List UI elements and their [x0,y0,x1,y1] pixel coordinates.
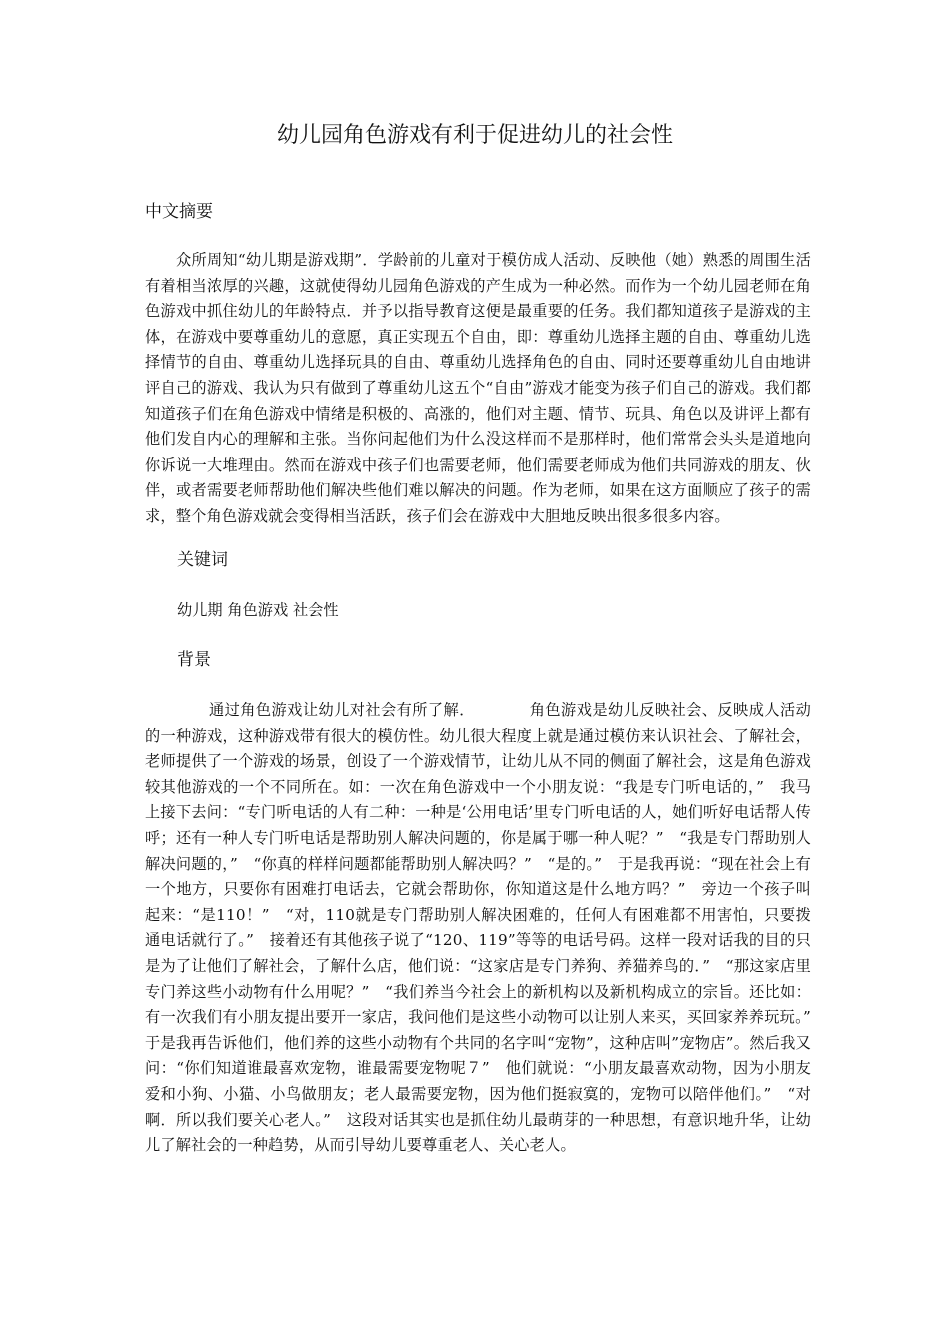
keywords-heading: 关键词 [177,550,228,570]
background-heading: 背景 [177,650,211,670]
background-paragraph: 通过角色游戏让幼儿对社会有所了解． 角色游戏是幼儿反映社会、反映成人活动的一种游戏，这种游戏带有很大的模仿性。幼儿很大程度上就是通过模仿来认识社会、了解社会，老师提供了一个游戏的场景，创设了一个游戏情节，让幼儿从不同的侧面了解社会，这是角色游戏较其他游戏的一个不同所在。如：一次在角色游戏中一个小朋友说：“我是专门听电话的，” 我马上接下去问：“专门听电话的人有二种：一种是‘公用电话’里专门听电话的人，她们听好电话帮人传呼；还有一种人专门听电话是帮助别人解决问题的，你是属于哪一种人呢？” “我是专门帮助别人解决问题的，” “你真的样样问题都能帮助别人解决吗？” “是的。” 于是我再说：“现在社会上有一个地方，只要你有困难打电话去，它就会帮助你，你知道这是什么地方吗？” 旁边一个孩子叫起来：“是110！” “对，110就是专门帮助别人解决困难的，任何人有困难都不用害怕，只要拨通电话就行了。” 接着还有其他孩子说了“120、119”等等的电话号码。这样一段对话我的目的只是为了让他们了解社会，了解什么店，他们说：“这家店是专门养狗、养猫养鸟的．” “那这家店里专门养这些小动物有什么用呢？” “我们养当今社会上的新机构以及新机构成立的宗旨。还比如：有一次我们有小朋友提出要开一家店，我问他们是这些小动物可以让别人来买，买回家养养玩玩。” 于是我再告诉他们，他们养的这些小动物有个共同的名字叫“宠物”，这种店叫”宠物店”。然后我又问：“你们知道谁最喜欢宠物，谁最需要宠物呢７” 他们就说：“小朋友最喜欢动物，因为小朋友爱和小狗、小猫、小鸟做朋友；老人最需要宠物，因为他们挺寂寞的，宠物可以陪伴他们。” “对啊．所以我们要关心老人。” 这段对话其实也是抓住幼儿最萌芽的一种思想，有意识地升华，让幼儿了解社会的一种趋势，从而引导幼儿要尊重老人、关心老人。 [145,701,827,1155]
keywords-text: 幼儿期 角色游戏 社会性 [177,601,339,619]
abstract-heading: 中文摘要 [145,202,213,222]
abstract-paragraph: 众所周知“幼儿期是游戏期”．学龄前的儿童对于模仿成人活动、反映他（她）熟悉的周围生活有着相当浓厚的兴趣，这就使得幼儿园角色游戏的产生成为一种必然。而作为一个幼儿园老师在角色游戏中抓住幼儿的年龄特点．并予以指导教育这便是最重要的任务。我们都知道孩子是游戏的主体，在游戏中要尊重幼儿的意愿，真正实现五个自由，即：尊重幼儿选择主题的自由、尊重幼儿选择情节的自由、尊重幼儿选择玩具的自由、尊重幼儿选择角色的自由、同时还要尊重幼儿自由地讲评自己的游戏、我认为只有做到了尊重幼儿这五个“自由”游戏才能变为孩子们自己的游戏。我们都知道孩子们在角色游戏中情绪是积极的、高涨的，他们对主题、情节、玩具、角色以及讲评上都有他们发自内心的理解和主张。当你问起他们为什么没这样而不是那样时，他们常常会头头是道地向你诉说一大堆理由。然而在游戏中孩子们也需要老师，他们需要老师成为他们共同游戏的朋友、伙伴，或者需要老师帮助他们解决些他们难以解决的问题。作为老师，如果在这方面顺应了孩子的需求，整个角色游戏就会变得相当活跃，孩子们会在游戏中大胆地反映出很多很多内容。 [145,251,811,525]
document-title: 幼儿园角色游戏有利于促进幼儿的社会性 [276,123,673,148]
